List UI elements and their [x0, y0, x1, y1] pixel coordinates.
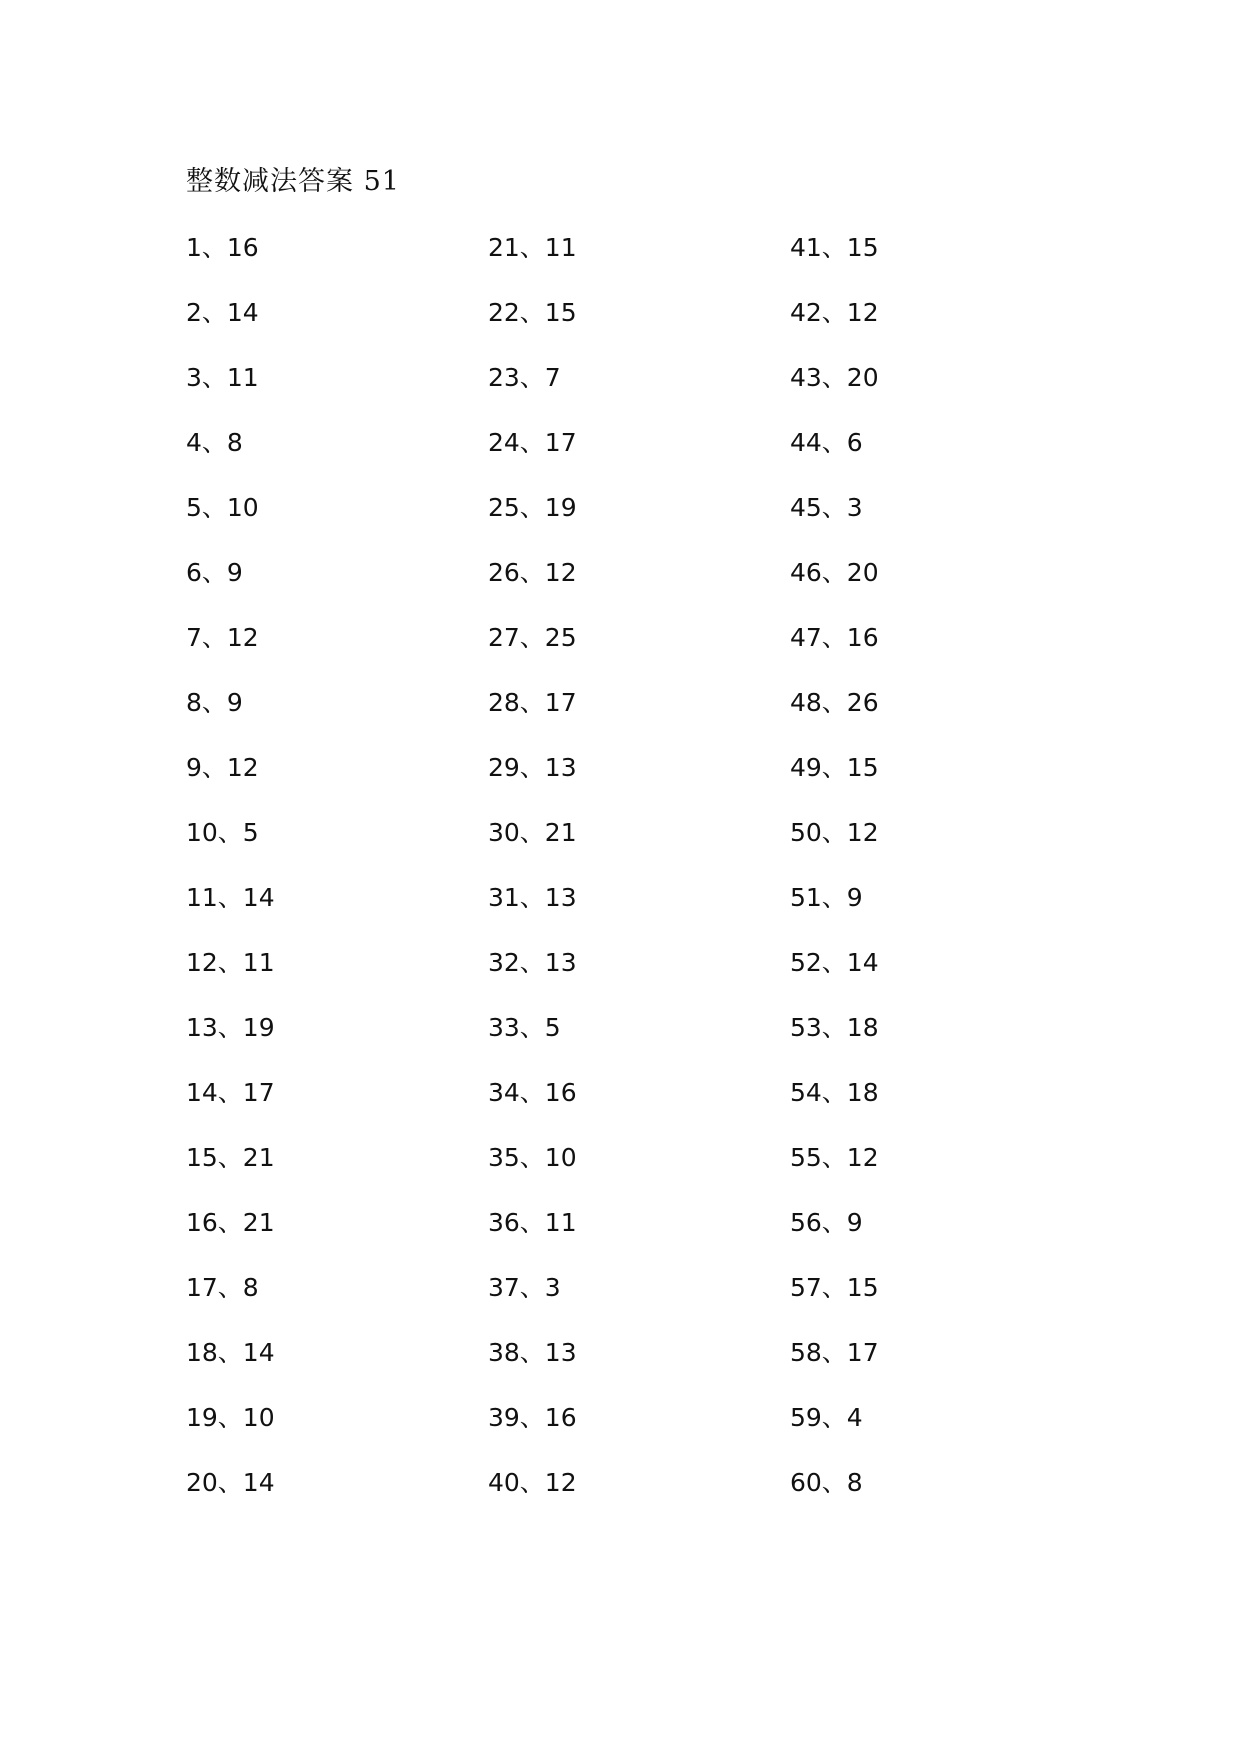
- answer-item: 2、14: [186, 298, 259, 327]
- answer-item: 50、12: [790, 818, 879, 847]
- answer-item: 16、21: [186, 1208, 275, 1237]
- answer-item: 13、19: [186, 1013, 275, 1042]
- answer-item: 22、15: [488, 298, 577, 327]
- answer-item: 5、10: [186, 493, 259, 522]
- answer-item: 45、3: [790, 493, 863, 522]
- answer-item: 25、19: [488, 493, 577, 522]
- answer-item: 52、14: [790, 948, 879, 977]
- answer-item: 19、10: [186, 1403, 275, 1432]
- answer-item: 4、8: [186, 428, 243, 457]
- answer-item: 29、13: [488, 753, 577, 782]
- answer-item: 30、21: [488, 818, 577, 847]
- answer-item: 39、16: [488, 1403, 577, 1432]
- answer-item: 53、18: [790, 1013, 879, 1042]
- answer-item: 43、20: [790, 363, 879, 392]
- answer-item: 42、12: [790, 298, 879, 327]
- answer-item: 21、11: [488, 233, 577, 262]
- answer-item: 46、20: [790, 558, 879, 587]
- answer-item: 55、12: [790, 1143, 879, 1172]
- answer-item: 11、14: [186, 883, 275, 912]
- answer-item: 44、6: [790, 428, 863, 457]
- answer-item: 10、5: [186, 818, 259, 847]
- answer-item: 8、9: [186, 688, 243, 717]
- answer-item: 28、17: [488, 688, 577, 717]
- answer-item: 54、18: [790, 1078, 879, 1107]
- answer-item: 40、12: [488, 1468, 577, 1497]
- answer-item: 9、12: [186, 753, 259, 782]
- answer-item: 20、14: [186, 1468, 275, 1497]
- answer-item: 24、17: [488, 428, 577, 457]
- answer-item: 49、15: [790, 753, 879, 782]
- answer-column-2: [488, 230, 768, 1530]
- answer-item: 33、5: [488, 1013, 561, 1042]
- answer-item: 6、9: [186, 558, 243, 587]
- answer-item: 48、26: [790, 688, 879, 717]
- answer-item: 23、7: [488, 363, 561, 392]
- answer-item: 12、11: [186, 948, 275, 977]
- answer-item: 37、3: [488, 1273, 561, 1302]
- answer-item: 35、10: [488, 1143, 577, 1172]
- answer-column-1: [186, 230, 466, 1530]
- answer-item: 59、4: [790, 1403, 863, 1432]
- answer-item: 41、15: [790, 233, 879, 262]
- answer-item: 60、8: [790, 1468, 863, 1497]
- answer-item: 58、17: [790, 1338, 879, 1367]
- answer-item: 57、15: [790, 1273, 879, 1302]
- answer-item: 36、11: [488, 1208, 577, 1237]
- answer-item: 14、17: [186, 1078, 275, 1107]
- answer-column-3: [790, 230, 1070, 1530]
- answer-item: 51、9: [790, 883, 863, 912]
- answer-item: 31、13: [488, 883, 577, 912]
- answer-item: 1、16: [186, 233, 259, 262]
- answer-item: 56、9: [790, 1208, 863, 1237]
- page-title: 整数减法答案 51: [186, 166, 400, 197]
- answer-item: 17、8: [186, 1273, 259, 1302]
- answer-item: 26、12: [488, 558, 577, 587]
- answer-item: 3、11: [186, 363, 259, 392]
- answer-item: 38、13: [488, 1338, 577, 1367]
- answer-item: 47、16: [790, 623, 879, 652]
- answer-item: 34、16: [488, 1078, 577, 1107]
- answer-item: 7、12: [186, 623, 259, 652]
- answer-item: 27、25: [488, 623, 577, 652]
- answer-item: 18、14: [186, 1338, 275, 1367]
- answer-item: 32、13: [488, 948, 577, 977]
- answer-item: 15、21: [186, 1143, 275, 1172]
